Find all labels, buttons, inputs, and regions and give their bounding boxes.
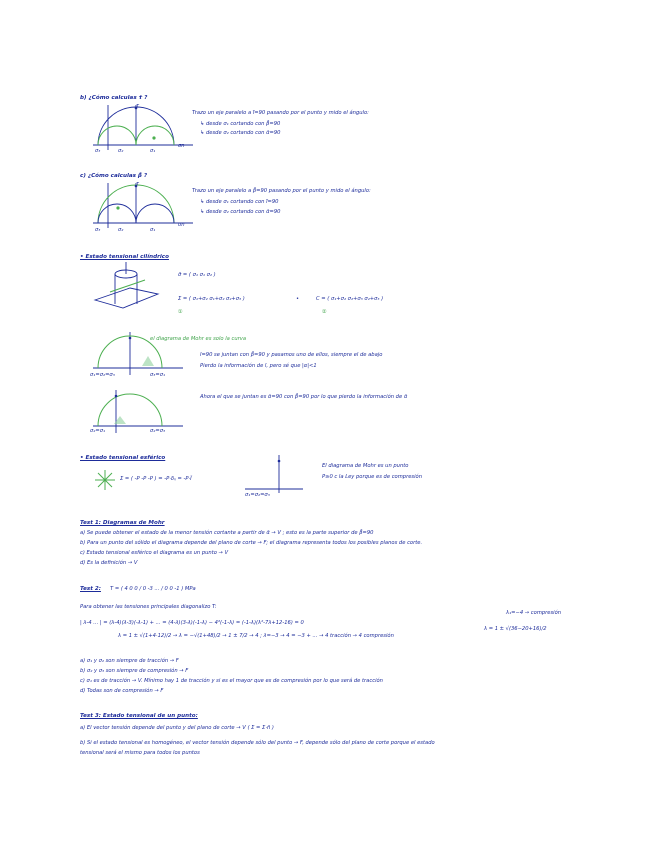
cyl-num-2: ② xyxy=(322,309,327,315)
mohr-axis-1: σ₁=σ₂=σ₃ xyxy=(90,372,115,378)
q2-label-s3: σ₃ xyxy=(95,227,101,233)
cyl-matrix-1: σ̄ = ( σ₁ σ₁ σ₂ ) xyxy=(178,272,216,278)
q2-label-s2: σ₂ xyxy=(118,227,124,233)
test2-eq2: λ = 1 ± √(1+4·12)/2 → λ = −√(1+48)/2 → 1 ± 7/2 → 4 ; λ=−3 → 4 = −3 + ... → 4 tracción → 4 compresión xyxy=(118,633,394,639)
q1-line-1: Trazo un eje paralelo a ī̄=90 pasando por el punto y mido el ángulo: xyxy=(192,110,369,116)
q1-label-s3: σ₃ xyxy=(95,148,101,154)
q2-heading: c) ¿Cómo calculas β̄ ? xyxy=(80,173,148,179)
q2-line-3: ↳ desde σ₂ cortando con ᾱ=90 xyxy=(200,209,281,215)
q1-label-s2: σ₂ xyxy=(118,148,124,154)
test1-b: b) Para un punto del sólido el diagrama depende del plano de corte → F; el diagrama representa todos los posibles planos de corte. xyxy=(80,540,423,546)
cyl-heading: • Estado tensional cilíndrico xyxy=(80,254,169,260)
hidro-t1: El diagrama de Mohr es un punto xyxy=(322,463,409,469)
test2-eq3: λ₁=−4 → compresión xyxy=(506,610,562,616)
test1-c: c) Estado tensional esférico el diagrama es un punto → V xyxy=(80,550,229,556)
cylinder-sketch xyxy=(90,262,160,317)
mohr-axis-2: σ₂=σ₁ xyxy=(90,428,106,434)
q2-label-tau: τ xyxy=(136,181,140,187)
mohr-diagram-q1 xyxy=(88,100,198,160)
test2-heading: Test 2: xyxy=(80,586,101,592)
star-sketch xyxy=(95,470,115,490)
test3-b: b) Si el estado tensional es homogéneo, el vector tensión depende sólo del punto → F, depende sólo del plano de corte porque el estado xyxy=(80,740,435,746)
cyl-num-1: ① xyxy=(178,309,183,315)
q1-label-s1: σ₁ xyxy=(150,148,156,154)
hidro-matrix: Σ = ( -P -P -P ) = -P·δᵢⱼ = -P·Ĩ xyxy=(120,476,192,482)
test2-matrix: T = ( 4 0 0 / 0 -3 ... / 0 0 -1 ) MPa xyxy=(110,586,196,592)
test2-r2: b) σ₂ y σ₃ son siempre de compresión → F xyxy=(80,668,189,674)
q1-line-3: ↳ desde σ₂ cortando con ᾱ=90 xyxy=(200,130,281,136)
q2-line-1: Trazo un eje paralelo a β̄=90 pasando por el punto y mido el ángulo: xyxy=(192,188,371,194)
hidro-t2: P≥0 c la Ley porque es de compresión xyxy=(322,474,422,480)
cyl-matrix-3: C = ( σ₁+σ₂ σ₂+σ₃ σ₂+σ₃ ) xyxy=(316,296,384,302)
mohr-point-diagram xyxy=(245,455,305,495)
test2-r3: c) σ₁ es de tracción → V. Mínimo hay 1 de tracción y si es el mayor que es de compresión por lo que será de tracción xyxy=(80,678,383,684)
test2-eq4: λ = 1 ± √(36−20+16)/2 xyxy=(484,626,547,632)
test2-r4: d) Todas son de compresión → F xyxy=(80,688,164,694)
mohr-p1a: ī=90 se juntan con β̄=90 y pasamos uno de ellos, siempre el de abajo xyxy=(200,352,383,358)
test1-a: a) Se puede obtener el estado de la menor tensión cortante a partir de ᾱ → V ; esto es la parte superior de β̄=90 xyxy=(80,530,374,536)
mohr-p1b: Pierdo la información de ī, pero sé que |α|<1 xyxy=(200,363,317,369)
hidro-axis: σ₁=σ₂=σ₃ xyxy=(245,492,270,498)
test3-b2: tensional será el mismo para todos los puntos xyxy=(80,750,200,756)
mohr-axis-1b: σ₃=σ₁ xyxy=(150,372,166,378)
cyl-matrix-2: Σ = ( σ₁+σ₂ σ₁+σ₂ σ₂+σ₃ ) xyxy=(178,296,245,302)
q1-label-sn: σn xyxy=(178,143,185,149)
test3-heading: Test 3: Estado tensional de un punto: xyxy=(80,713,198,719)
test3-a: a) El vector tensión depende del punto y del plano de corte → V ( Σ = Σ·n̄ ) xyxy=(80,725,274,731)
test2-eq1: | λ-4 ... | = (λ-4)(λ-3)(-λ-1) + ... = (4-λ)(3-λ)(-1-λ) − 4²(-1-λ) = (-1-λ)(λ²-7λ+12-16) = 0 xyxy=(80,620,304,626)
mohr-diagram-q2 xyxy=(88,178,198,238)
q2-label-s1: σ₁ xyxy=(150,227,156,233)
q1-heading: b) ¿Cómo calculas τ̄ ? xyxy=(80,95,148,101)
hidro-heading: • Estado tensional esférico xyxy=(80,455,166,461)
test2-intro: Para obtener las tensiones principales diagonalizo T: xyxy=(80,604,217,610)
test1-heading: Test 1: Diagramas de Mohr xyxy=(80,520,165,526)
test2-r1: a) σ₁ y σ₂ son siempre de tracción → F xyxy=(80,658,179,664)
mohr-p2: Ahora el que se juntan es ᾱ=90 con β̄=90 por lo que pierdo la información de ᾱ xyxy=(200,394,408,400)
q2-label-sn: σn xyxy=(178,222,185,228)
mohr-note: el diagrama de Mohr es solo la curva xyxy=(150,336,247,342)
test1-d: d) Es la definición → V xyxy=(80,560,138,566)
q2-line-2: ↳ desde σ₁ cortando con ī̄=90 xyxy=(200,199,279,205)
cyl-dot: • xyxy=(296,296,300,302)
q1-label-tau: τ xyxy=(136,103,140,109)
q1-line-2: ↳ desde σ₁ cortando con β̄=90 xyxy=(200,121,281,127)
mohr-axis-2b: σ₂=σ₃ xyxy=(150,428,166,434)
